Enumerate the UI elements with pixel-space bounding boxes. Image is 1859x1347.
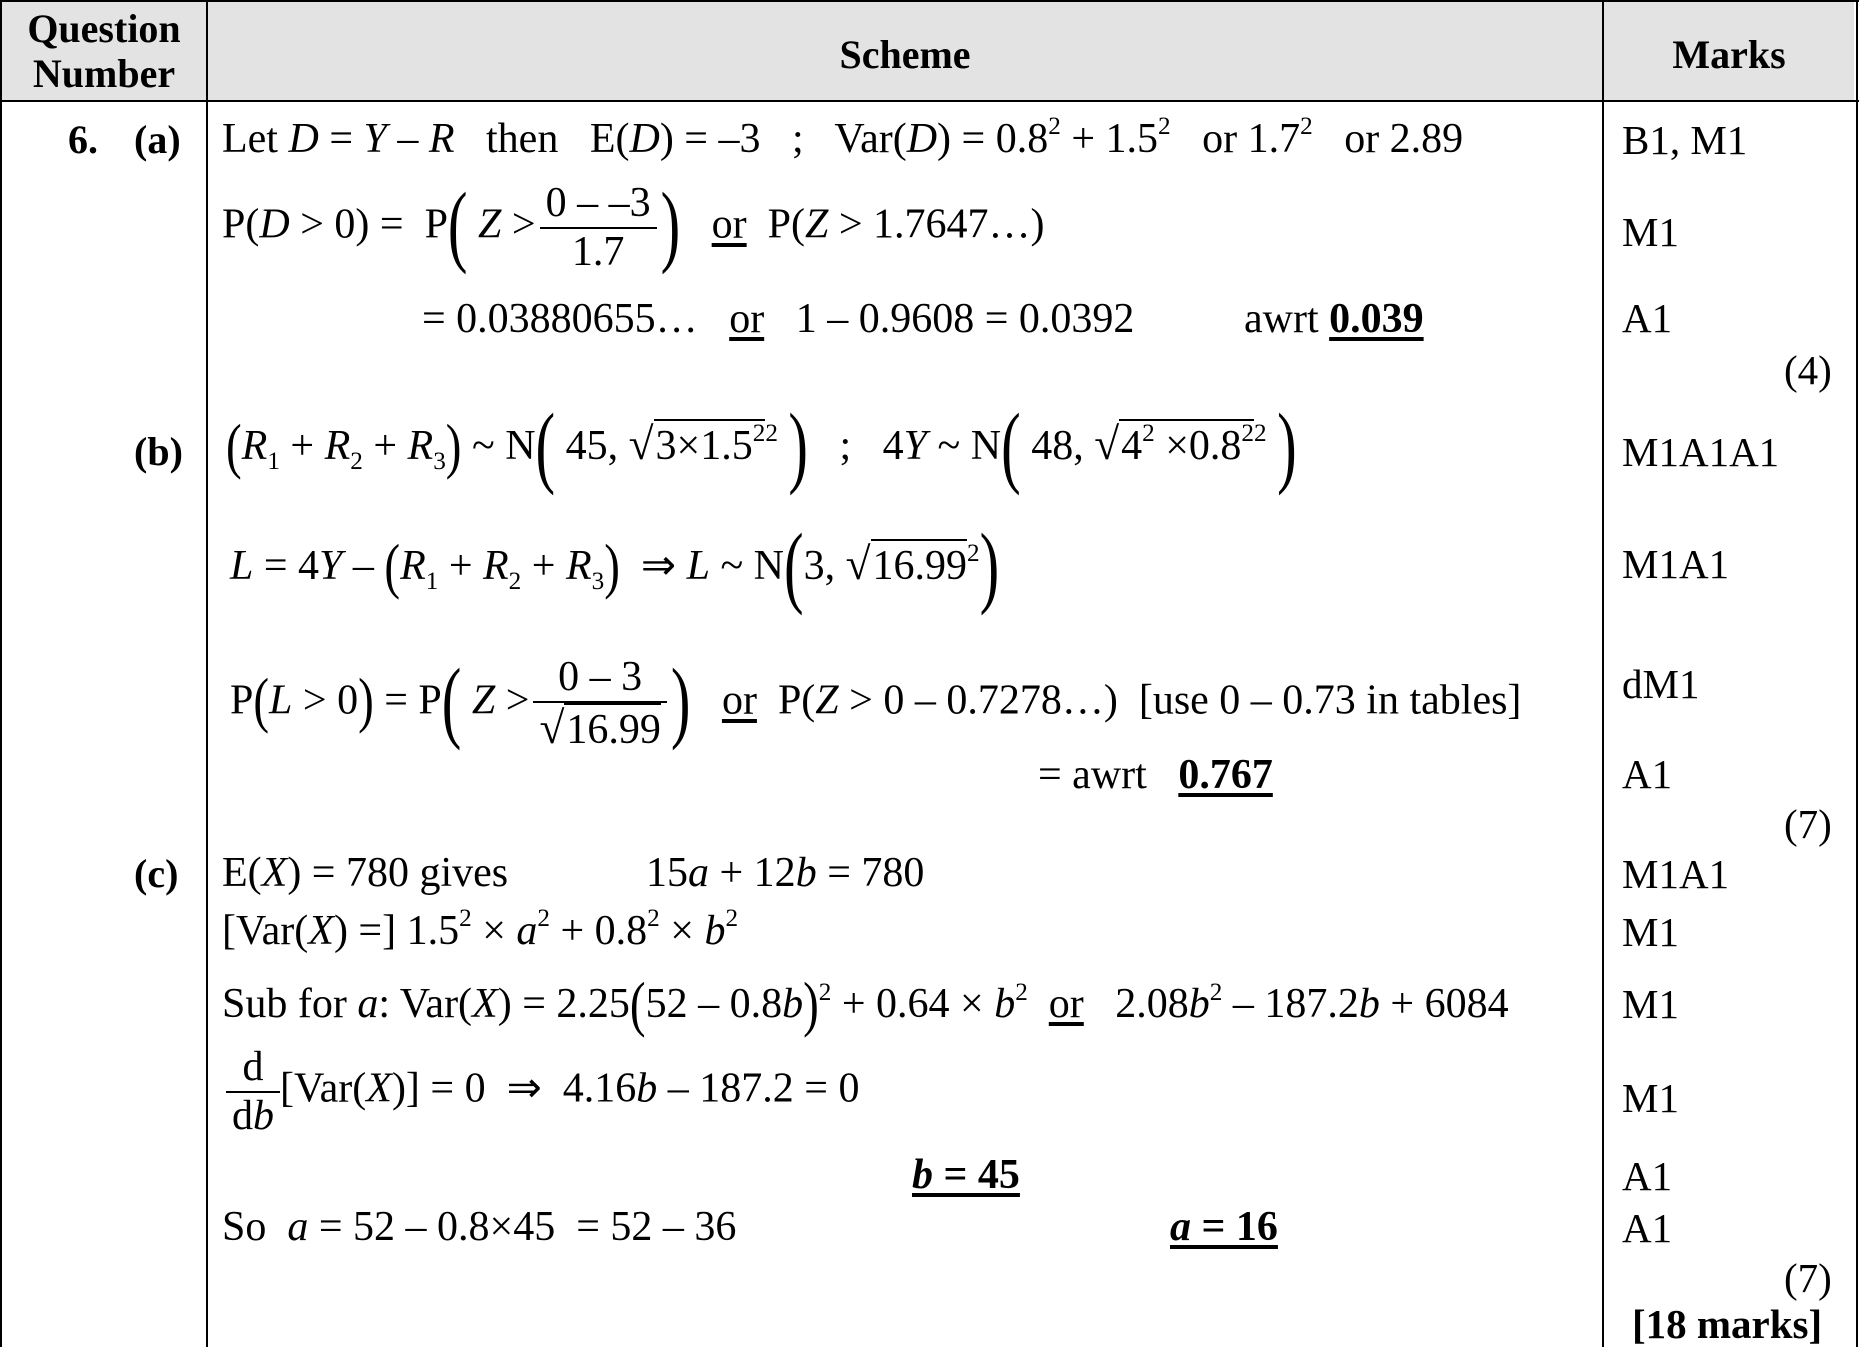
table-left-border — [0, 0, 2, 1347]
table-right-border — [1856, 0, 1858, 1347]
part-label-b: (b) — [134, 429, 183, 474]
part-label-a: (a) — [134, 117, 181, 162]
scheme-line-c2: [Var(X) =] $1.5^2 \times a^2 + 0.8^2 \times b^2$ — [222, 905, 739, 954]
mark-b3: dM1 — [1622, 661, 1700, 707]
mark-b2: M1A1 — [1622, 541, 1730, 587]
mark-a3: A1 — [1622, 295, 1673, 341]
scheme-line-c3: Sub for a: $Var(X) = 2.25(52 - 0.8b)^2 + 0.64 \times b^2$ or $2.08b^2 - 187.2b + 6084$ — [222, 971, 1509, 1039]
fraction-b: $\frac{0 - 3}{√16.99}$ — [533, 654, 666, 754]
subtotal-a: (4) — [1784, 347, 1832, 393]
scheme-line-b4: = awrt 0.767 — [1038, 752, 1273, 798]
column-divider-2 — [1602, 0, 1604, 1347]
mark-b4: A1 — [1622, 751, 1673, 797]
scheme-line-c4: $\frac{d}{db}$ [Var(X)] = 0 ⇒ 4.16b – 187.2 = 0 — [226, 1044, 859, 1140]
scheme-line-a1: Let D = Y – R then E(D) = –3 ; $Var(D) = 0.8^2 + 1.5^2$ or $1.7^2$ or 2.89 — [222, 113, 1464, 162]
subtotal-b: (7) — [1784, 801, 1832, 847]
scheme-line-c1: E(X) = 780 gives — [222, 850, 509, 896]
answer-c-a: a = 16 — [1170, 1204, 1278, 1250]
mark-c6: A1 — [1622, 1205, 1673, 1251]
answer-a: awrt 0.039 — [1244, 296, 1424, 342]
header-bottom-border — [0, 100, 1859, 102]
scheme-line-c5: b = 45 — [912, 1152, 1020, 1198]
grand-total: [18 marks] — [1632, 1301, 1823, 1347]
scheme-line-b3: P(L > 0) = P( Z > $\frac{0 - 3}{√16.99}$ ) or P(Z > 0 – 0.7278…) [use 0 – 0.73 in tables] — [230, 650, 1522, 754]
table-top-border — [0, 0, 1859, 2]
column-divider-1 — [206, 0, 208, 1347]
scheme-line-c6: So a = 52 – 0.8×45 = 52 – 36 — [222, 1204, 737, 1250]
equation-c1: 15a + 12b = 780 — [646, 850, 925, 896]
scheme-line-a2: P(D > 0) = P( Z > $\frac{0 - -3}{1.7}$ ) or P(Z > 1.7647…) — [222, 174, 1045, 276]
mark-b1: M1A1A1 — [1622, 429, 1780, 475]
question-number: 6. — [68, 117, 98, 162]
header-question-number: Question Number — [27, 6, 181, 96]
mark-c1: M1A1 — [1622, 851, 1730, 897]
mark-a1: B1, M1 — [1622, 117, 1748, 163]
mark-c3: M1 — [1622, 981, 1679, 1027]
mark-c5: A1 — [1622, 1153, 1673, 1199]
part-label-c: (c) — [134, 851, 179, 896]
mark-c4: M1 — [1622, 1075, 1679, 1121]
mark-c2: M1 — [1622, 909, 1679, 955]
mark-a2: M1 — [1622, 209, 1679, 255]
subtotal-c: (7) — [1784, 1255, 1832, 1301]
header-marks: Marks — [1672, 32, 1786, 77]
header-scheme: Scheme — [839, 32, 971, 77]
scheme-line-b1: $(R_1 + R_2 + R_3)$ ~ N( 45, $√3\times 1.5^{22}$ ) ; 4Y ~ N( 48, $√4^2 \times 0.8^{22}$ ) — [226, 395, 1297, 497]
derivative-fraction: $\frac{d}{db}$ — [226, 1044, 280, 1140]
scheme-line-a3: = 0.03880655… or 1 – 0.9608 = 0.0392 — [422, 296, 1135, 342]
fraction-a: $\frac{0 - -3}{1.7}$ — [540, 180, 657, 276]
scheme-line-b2: $L = 4Y - (R_1 + R_2 + R_3)$ ⇒ L ~ N(3, √16.99$^2$) — [230, 515, 1000, 617]
